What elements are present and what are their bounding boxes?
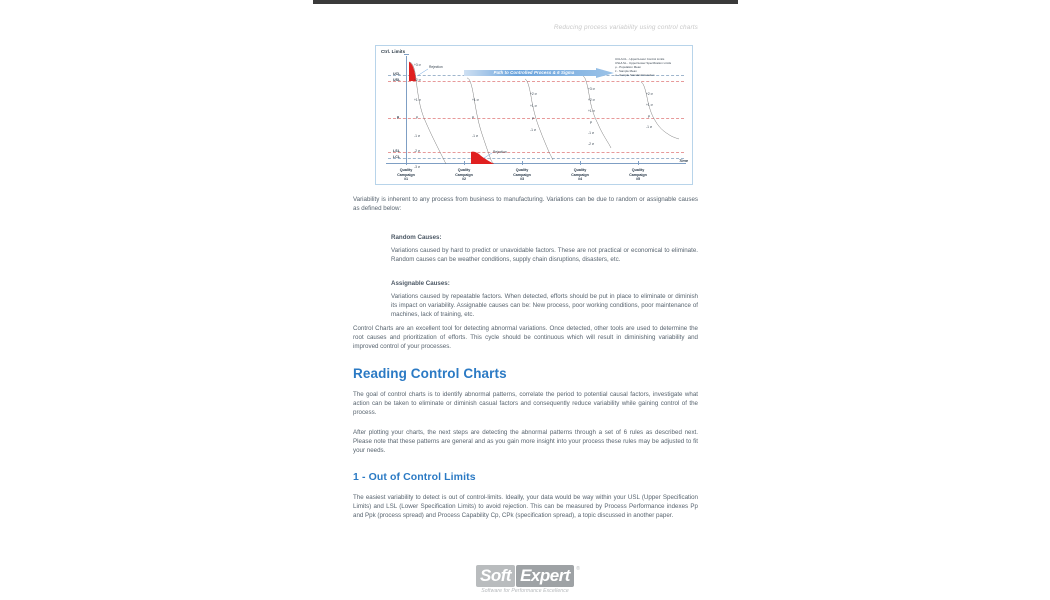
y-label-lsl: LSL [393, 149, 400, 153]
sigma-label-c4-m1: -1 σ [588, 131, 594, 135]
sigma-label-c2-mu: μ [472, 115, 474, 119]
x-category-3-line2: Campaign [513, 172, 531, 177]
chart-plot-area [376, 46, 692, 184]
rule-1-paragraph: The easiest variability to detect is out of control-limits. Ideally, your data would be way within your USL (Upper Specification Limits) and LSL (Lower Specification Limits) to avoid rejection. This can be measured by Process Performance indexes Pp and Ppk (process spread) and Process Capability Cp, CPk (specification spread), a topic discussed in another paper. [353, 494, 698, 520]
sigma-label-c3-m1: -1 σ [530, 128, 536, 132]
x-category-5-line3: #5 [635, 177, 641, 182]
y-label-mean: μ [397, 115, 400, 119]
sigma-label-c1-mu: μ [416, 115, 418, 119]
x-category-5 [610, 168, 666, 182]
logo-expert-text: Expert [516, 565, 574, 587]
sigma-label-c1-p3: +3 σ [414, 63, 421, 67]
x-category-4 [552, 168, 608, 182]
sigma-label-c1-p2: +2 σ [414, 78, 421, 82]
annotation-rejection-top: Rejection [429, 65, 443, 69]
sigma-label-c3-p2: +2 σ [530, 92, 537, 96]
x-category-2-line3: #2 [461, 177, 467, 182]
reading-paragraph-1: The goal of control charts is to identify abnormal patterns, correlate the period to potential causal factors, investigate what action can be taken to eliminate or diminish casual factors and consequently reduce variability while gaining control of the process. [353, 391, 698, 417]
x-category-4-line2: Campaign [571, 172, 589, 177]
sigma-label-c5-mu: μ [648, 114, 650, 118]
legend-item-0: UCL/LCL - Upper/Lower Control Limits [615, 57, 665, 61]
logo-tagline: Software for Performance Excellence [481, 588, 569, 594]
x-category-3 [494, 168, 550, 182]
curve-campaign-2 [467, 78, 494, 164]
logo-wordmark [476, 565, 580, 587]
assignable-causes-heading [391, 279, 698, 288]
random-causes-body: Variations caused by hard to predict or unavoidable factors. These are not practical or economical to eliminate. Random causes can be weather conditions, supply chain disruptions, disasters, etc. [391, 247, 698, 264]
assignable-causes-colon: : [447, 280, 450, 287]
assignable-causes-body: Variations caused by repeatable factors. When detected, efforts should be put in place to eliminate or diminish its impact on variability. Assignable causes can be: New process, poor working conditions, poor maintenance of machines, lack of training, etc. [391, 293, 698, 319]
random-causes-label: Random Causes [391, 234, 440, 241]
sigma-label-c5-p2: +2 σ [646, 92, 653, 96]
legend-item-3: x̄ - Sample Mean [615, 68, 637, 73]
sigma-label-c1-m3: -3 σ [414, 165, 420, 169]
sigma-label-c2-p1: +1 σ [472, 98, 479, 102]
x-category-5-line1: Quality [631, 168, 645, 172]
rejection-area-bottom [471, 152, 494, 164]
path-to-six-sigma-banner [464, 68, 614, 78]
x-category-1-line3: #1 [403, 177, 409, 182]
x-axis-title: Time [678, 158, 688, 163]
curve-campaign-5 [641, 82, 679, 139]
sigma-label-c4-m2: -2 σ [588, 142, 594, 146]
sigma-label-c5-m1: -1 σ [646, 125, 652, 129]
sigma-label-c1-p1: +1 σ [414, 98, 421, 102]
registered-trademark-icon: ® [576, 566, 580, 572]
reading-paragraph-2: After plotting your charts, the next steps are detecting the abnormal patterns through a set of 6 rules as described next. Please note that these patterns are general and as you gain more insight into your process these rules may be adjusted to fit your needs. [353, 429, 698, 455]
y-label-usl: USL [393, 78, 401, 82]
rejection-leader-bottom [484, 153, 492, 158]
chart-legend [615, 58, 671, 78]
x-category-3-line1: Quality [515, 168, 529, 172]
running-header: Reducing process variability using control charts [553, 24, 698, 31]
footer-logo [465, 565, 585, 594]
sigma-label-c4-mu: μ [590, 120, 592, 124]
control-charts-paragraph: Control Charts are an excellent tool for detecting abnormal variations. Once detected, other tools are used to determine the root causes and prioritization of efforts. This cycle should be continuous which will result in diminishing variability and improved control of your processes. [353, 325, 698, 351]
heading-rule-1: 1 - Out of Control Limits [353, 471, 476, 483]
document-page [313, 4, 738, 600]
sigma-label-c1-m2: -2 σ [414, 149, 420, 153]
y-label-lcl: LCL [393, 155, 401, 159]
sigma-label-c2-m1: -1 σ [472, 134, 478, 138]
sigma-label-c4-p2: +2 σ [588, 98, 595, 102]
legend-item-4: σ - Sample Standard Deviation [615, 72, 655, 77]
x-category-1-line2: Campaign [397, 172, 415, 177]
chart-title: Ctrl. Limits [381, 49, 406, 54]
x-category-4-line1: Quality [573, 168, 587, 172]
random-causes-heading [391, 233, 698, 242]
sigma-label-c3-mu: μ [532, 116, 534, 120]
y-label-ucl: UCL [393, 72, 401, 76]
x-category-4-line3: #4 [577, 177, 583, 182]
banner-label: Path to Controlled Process & 6 Sigma [493, 70, 575, 75]
random-causes-colon: : [439, 234, 442, 241]
sigma-label-c1-m1: -1 σ [414, 134, 420, 138]
x-category-2-line1: Quality [457, 168, 471, 172]
x-category-5-line2: Campaign [629, 172, 647, 177]
sigma-label-c5-p1: +1 σ [646, 103, 653, 107]
x-category-1-line1: Quality [399, 168, 413, 172]
logo-soft-text: Soft [476, 565, 515, 587]
x-category-2-line2: Campaign [455, 172, 473, 177]
heading-reading-control-charts: Reading Control Charts [353, 366, 507, 381]
control-chart [375, 45, 693, 185]
sigma-label-c4-p1: +1 σ [588, 109, 595, 113]
intro-paragraph: Variability is inherent to any process from business to manufacturing. Variations can be due to random or assignable causes as defined below: [353, 196, 698, 213]
annotation-rejection-bottom: Rejection [493, 150, 507, 154]
sigma-label-c3-p1: +1 σ [530, 104, 537, 108]
sigma-label-c4-p3: +3 σ [588, 87, 595, 91]
x-category-1 [378, 168, 434, 182]
legend-item-2: μ - Population Mean [615, 64, 641, 69]
x-category-2 [436, 168, 492, 182]
assignable-causes-label: Assignable Causes [391, 280, 448, 287]
legend-item-1: USL/LSL - Upper/Lower Specification Limits [615, 60, 672, 65]
rejection-leader-top [417, 69, 428, 76]
x-category-3-line3: #3 [519, 177, 525, 182]
